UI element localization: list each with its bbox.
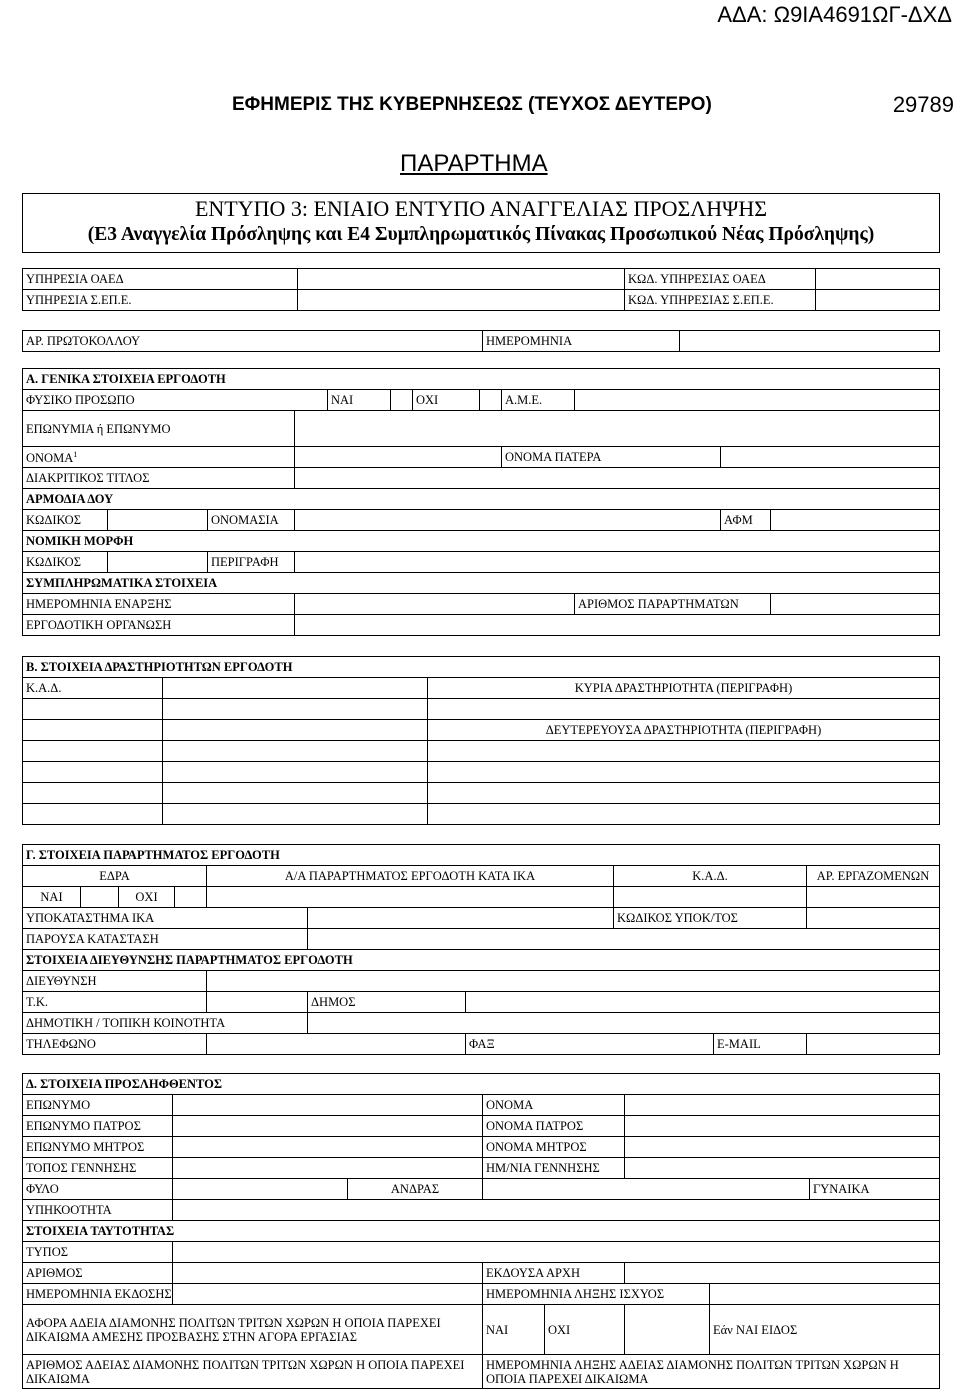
field-company-name[interactable] bbox=[295, 411, 940, 447]
field-ame[interactable] bbox=[575, 390, 940, 411]
section-c-table bbox=[22, 844, 940, 1055]
label-community: ΔΗΜΟΤΙΚΗ / ΤΟΠΙΚΗ ΚΟΙΝΟΤΗΤΑ bbox=[23, 1013, 308, 1034]
field-municipality[interactable] bbox=[466, 992, 940, 1013]
label-permit-yes: ΝΑΙ bbox=[483, 1305, 545, 1355]
label-fax: ΦΑΞ bbox=[466, 1034, 714, 1055]
label-branch-count: ΑΡΙΘΜΟΣ ΠΑΡΑΡΤΗΜΑΤΩΝ bbox=[575, 594, 771, 615]
form-title-box bbox=[22, 193, 940, 253]
field-first-name[interactable] bbox=[295, 447, 502, 468]
field-sepe[interactable] bbox=[298, 290, 625, 311]
field-birthplace[interactable] bbox=[173, 1158, 483, 1179]
label-phone: ΤΗΛΕΦΩΝΟ bbox=[23, 1034, 207, 1055]
label-birthdate: ΗΜ/ΝΙΑ ΓΕΝΝΗΣΗΣ bbox=[483, 1158, 625, 1179]
field-kad[interactable] bbox=[163, 678, 428, 699]
field-protocol-date[interactable] bbox=[680, 331, 940, 352]
label-id-title: ΣΤΟΙΧΕΙΑ ΤΑΥΤΟΤΗΤΑΣ bbox=[23, 1221, 940, 1242]
field-address[interactable] bbox=[207, 971, 940, 992]
checkbox-permit-no[interactable] bbox=[625, 1305, 710, 1355]
field-ika-branch[interactable] bbox=[308, 908, 614, 929]
field-email[interactable] bbox=[807, 1034, 940, 1055]
label-father-name-d: ΟΝΟΜΑ ΠΑΤΡΟΣ bbox=[483, 1116, 625, 1137]
label-municipality: ΔΗΜΟΣ bbox=[308, 992, 466, 1013]
form-title: ΕΝΤΥΠΟ 3: ΕΝΙΑΙΟ ΕΝΤΥΠΟ ΑΝΑΓΓΕΛΙΑΣ ΠΡΟΣΛΗΨΗΣ bbox=[194, 196, 768, 221]
field-name[interactable] bbox=[625, 1095, 940, 1116]
label-first-name-text: ΟΝΟΜΑ bbox=[26, 451, 74, 466]
field-issuer[interactable] bbox=[625, 1263, 940, 1284]
label-permit-expiry: ΗΜΕΡΟΜΗΝΙΑ ΛΗΞΗΣ ΑΔΕΙΑΣ ΔΙΑΜΟΝΗΣ ΠΟΛΙΤΩΝ ΤΡΙΤΩΝ ΧΩΡΩΝ Η ΟΠΟΙΑ ΠΑΡΕΧΕΙ ΔΙΚΑΙΩΜΑ bbox=[483, 1355, 940, 1389]
section-d-title: Δ. ΣΤΟΙΧΕΙΑ ΠΡΟΣΛΗΦΘΕΝΤΟΣ bbox=[23, 1074, 940, 1095]
field-status[interactable] bbox=[308, 929, 940, 950]
field-employees[interactable] bbox=[807, 887, 940, 908]
field-father-name[interactable] bbox=[721, 447, 940, 468]
field-kad-secondary-3[interactable] bbox=[23, 762, 163, 783]
footnote-marker: 1 bbox=[73, 450, 78, 460]
label-nationality: ΥΠΗΚΟΟΤΗΤΑ bbox=[23, 1200, 173, 1221]
field-employer-org[interactable] bbox=[295, 615, 940, 636]
label-address-title: ΣΤΟΙΧΕΙΑ ΔΙΕΥΘΥΝΣΗΣ ΠΑΡΑΡΤΗΜΑΤΟΣ ΕΡΓΟΔΟΤΗ bbox=[23, 950, 940, 971]
label-if-yes-type: Εάν ΝΑΙ ΕΙΔΟΣ bbox=[710, 1305, 940, 1355]
label-branch-kad: Κ.Α.Δ. bbox=[614, 866, 807, 887]
label-kad: Κ.Α.Δ. bbox=[23, 678, 163, 699]
label-address: ΔΙΕΥΘΥΝΣΗ bbox=[23, 971, 207, 992]
label-mother-surname: ΕΠΩΝΥΜΟ ΜΗΤΡΟΣ bbox=[23, 1137, 173, 1158]
field-branch-count[interactable] bbox=[771, 594, 940, 615]
field-code-oaed[interactable] bbox=[816, 269, 940, 290]
field-kad-secondary-1[interactable] bbox=[23, 720, 163, 741]
label-legal-code: ΚΩΔΙΚΟΣ bbox=[23, 552, 108, 573]
label-main-activity: ΚΥΡΙΑ ΔΡΑΣΤΗΡΙΟΤΗΤΑ (ΠΕΡΙΓΡΑΦΗ) bbox=[428, 678, 940, 699]
checkbox-natural-no[interactable] bbox=[480, 390, 502, 411]
field-expiry-date[interactable] bbox=[710, 1284, 940, 1305]
field-afm[interactable] bbox=[771, 510, 940, 531]
label-permit-no: ΟΧΙ bbox=[545, 1305, 625, 1355]
section-b-title: Β. ΣΤΟΙΧΕΙΑ ΔΡΑΣΤΗΡΙΟΤΗΤΩΝ ΕΡΓΟΔΟΤΗ bbox=[23, 657, 940, 678]
label-start-date: ΗΜΕΡΟΜΗΝΙΑ ΕΝΑΡΞΗΣ bbox=[23, 594, 295, 615]
label-postcode: Τ.Κ. bbox=[23, 992, 207, 1013]
section-a-table bbox=[22, 368, 940, 636]
field-phone[interactable] bbox=[207, 1034, 466, 1055]
label-yes-natural: ΝΑΙ bbox=[328, 390, 391, 411]
label-first-name bbox=[23, 447, 295, 468]
protocol-table bbox=[22, 330, 940, 352]
field-mother-surname[interactable] bbox=[173, 1137, 483, 1158]
label-birthplace: ΤΟΠΟΣ ΓΕΝΝΗΣΗΣ bbox=[23, 1158, 173, 1179]
field-community[interactable] bbox=[308, 1013, 940, 1034]
label-employees: ΑΡ. ΕΡΓΑΖΟΜΕΝΩΝ bbox=[807, 866, 940, 887]
form-subtitle: (Ε3 Αναγγελία Πρόσληψης και Ε4 Συμπληρωματικός Πίνακας Προσωπικού Νέας Πρόσληψης) bbox=[87, 224, 875, 245]
label-seat: ΕΔΡΑ bbox=[23, 866, 207, 887]
label-email: E-MAIL bbox=[714, 1034, 807, 1055]
gazette-header: ΕΦΗΜΕΡΙΣ ΤΗΣ ΚΥΒΕΡΝΗΣΕΩΣ (ΤΕΥΧΟΣ ΔΕΥΤΕΡΟ) bbox=[232, 94, 712, 115]
field-kad-secondary-4[interactable] bbox=[23, 783, 163, 804]
checkbox-seat-no[interactable] bbox=[175, 887, 207, 908]
field-branch-serial[interactable] bbox=[207, 887, 614, 908]
field-birthdate[interactable] bbox=[625, 1158, 940, 1179]
checkbox-male[interactable] bbox=[483, 1179, 810, 1200]
label-branch-serial: Α/Α ΠΑΡΑΡΤΗΜΑΤΟΣ ΕΡΓΟΔΟΤΗ ΚΑΤΑ ΙΚΑ bbox=[207, 866, 614, 887]
label-ame: Α.Μ.Ε. bbox=[502, 390, 575, 411]
label-father-name: ΟΝΟΜΑ ΠΑΤΕΡΑ bbox=[502, 447, 721, 468]
label-oaed: ΥΠΗΡΕΣΙΑ ΟΑΕΔ bbox=[23, 269, 298, 290]
field-id-type[interactable] bbox=[173, 1242, 940, 1263]
field-oaed[interactable] bbox=[298, 269, 625, 290]
field-surname[interactable] bbox=[173, 1095, 483, 1116]
label-afm: ΑΦΜ bbox=[721, 510, 771, 531]
label-surname: ΕΠΩΝΥΜΟ bbox=[23, 1095, 173, 1116]
field-trade-name[interactable] bbox=[295, 468, 940, 489]
label-status: ΠΑΡΟΥΣΑ ΚΑΤΑΣΤΑΣΗ bbox=[23, 929, 308, 950]
field-code-sepe[interactable] bbox=[816, 290, 940, 311]
label-legal-description: ΠΕΡΙΓΡΑΦΗ bbox=[208, 552, 295, 573]
label-protocol-number: ΑΡ. ΠΡΩΤΟΚΟΛΛΟΥ bbox=[23, 331, 483, 352]
section-d-table bbox=[22, 1073, 940, 1389]
field-issue-date[interactable] bbox=[173, 1284, 483, 1305]
page-number: 29789 bbox=[892, 92, 954, 117]
services-table bbox=[22, 268, 940, 311]
label-mother-name: ΟΝΟΜΑ ΜΗΤΡΟΣ bbox=[483, 1137, 625, 1158]
label-protocol-date: ΗΜΕΡΟΜΗΝΙΑ bbox=[483, 331, 680, 352]
label-name: ΟΝΟΜΑ bbox=[483, 1095, 625, 1116]
label-father-surname: ΕΠΩΝΥΜΟ ΠΑΤΡΟΣ bbox=[23, 1116, 173, 1137]
field-ika-branch-code[interactable] bbox=[807, 908, 940, 929]
label-code-sepe: ΚΩΔ. ΥΠΗΡΕΣΙΑΣ Σ.ΕΠ.Ε. bbox=[625, 290, 816, 311]
label-female: ΓΥΝΑΙΚΑ bbox=[810, 1179, 940, 1200]
field-branch-kad[interactable] bbox=[614, 887, 807, 908]
label-issuer: ΕΚΔΟΥΣΑ ΑΡΧΗ bbox=[483, 1263, 625, 1284]
label-sepe: ΥΠΗΡΕΣΙΑ Σ.ΕΠ.Ε. bbox=[23, 290, 298, 311]
label-tax-code: ΚΩΔΙΚΟΣ bbox=[23, 510, 108, 531]
field-father-surname[interactable] bbox=[173, 1116, 483, 1137]
field-legal-description[interactable] bbox=[295, 552, 940, 573]
label-secondary-activity: ΔΕΥΤΕΡΕΥΟΥΣΑ ΔΡΑΣΤΗΡΙΟΤΗΤΑ (ΠΕΡΙΓΡΑΦΗ) bbox=[428, 720, 940, 741]
label-expiry-date: ΗΜΕΡΟΜΗΝΙΑ ΛΗΞΗΣ ΙΣΧΥΟΣ bbox=[483, 1284, 710, 1305]
checkbox-natural-yes[interactable] bbox=[391, 390, 413, 411]
field-office-name[interactable] bbox=[295, 510, 721, 531]
label-company-name: ΕΠΩΝΥΜΙΑ ή ΕΠΩΝΥΜΟ bbox=[23, 411, 295, 447]
label-natural-person: ΦΥΣΙΚΟ ΠΡΟΣΩΠΟ bbox=[23, 390, 328, 411]
annex-title: ΠΑΡΑΡΤΗΜΑ bbox=[400, 150, 548, 177]
field-start-date[interactable] bbox=[295, 594, 575, 615]
label-employer-org: ΕΡΓΟΔΟΤΙΚΗ ΟΡΓΑΝΩΣΗ bbox=[23, 615, 295, 636]
label-id-type: ΤΥΠΟΣ bbox=[23, 1242, 173, 1263]
label-trade-name: ΔΙΑΚΡΙΤΙΚΟΣ ΤΙΤΛΟΣ bbox=[23, 468, 295, 489]
label-tax-office: ΑΡΜΟΔΙΑ ΔΟΥ bbox=[23, 489, 940, 510]
label-issue-date: ΗΜΕΡΟΜΗΝΙΑ ΕΚΔΟΣΗΣ bbox=[23, 1284, 173, 1305]
field-legal-code[interactable] bbox=[108, 552, 208, 573]
label-office-name: ΟΝΟΜΑΣΙΑ bbox=[208, 510, 295, 531]
field-kad-secondary-5[interactable] bbox=[23, 804, 163, 825]
field-nationality[interactable] bbox=[173, 1200, 940, 1221]
section-c-title: Γ. ΣΤΟΙΧΕΙΑ ΠΑΡΑΡΤΗΜΑΤΟΣ ΕΡΓΟΔΟΤΗ bbox=[23, 845, 940, 866]
checkbox-seat-yes[interactable] bbox=[81, 887, 119, 908]
label-id-number: ΑΡΙΘΜΟΣ bbox=[23, 1263, 173, 1284]
label-male: ΑΝΔΡΑΣ bbox=[348, 1179, 483, 1200]
section-b-table bbox=[22, 656, 940, 825]
field-kad-secondary-2[interactable] bbox=[23, 741, 163, 762]
field-postcode[interactable] bbox=[207, 992, 308, 1013]
ada-code: ΑΔΑ: Ω9ΙΑ4691ΩΓ-ΔΧΔ bbox=[717, 2, 952, 27]
label-supplementary: ΣΥΜΠΛΗΡΩΜΑΤΙΚΑ ΣΤΟΙΧΕΙΑ bbox=[23, 573, 940, 594]
label-no-natural: ΟΧΙ bbox=[413, 390, 480, 411]
label-legal-form: ΝΟΜΙΚΗ ΜΟΡΦΗ bbox=[23, 531, 940, 552]
label-permit-number: ΑΡΙΘΜΟΣ ΑΔΕΙΑΣ ΔΙΑΜΟΝΗΣ ΠΟΛΙΤΩΝ ΤΡΙΤΩΝ ΧΩΡΩΝ Η ΟΠΟΙΑ ΠΑΡΕΧΕΙ ΔΙΚΑΙΩΜΑ bbox=[23, 1355, 483, 1389]
label-ika-branch: ΥΠΟΚΑΤΑΣΤΗΜΑ ΙΚΑ bbox=[23, 908, 308, 929]
label-ika-branch-code: ΚΩΔΙΚΟΣ ΥΠΟΚ/ΤΟΣ bbox=[614, 908, 807, 929]
label-sex: ΦΥΛΟ bbox=[23, 1179, 173, 1200]
field-sex-blank bbox=[173, 1179, 348, 1200]
field-kad-main[interactable] bbox=[23, 699, 163, 720]
section-a-title: Α. ΓΕΝΙΚΑ ΣΤΟΙΧΕΙΑ ΕΡΓΟΔΟΤΗ bbox=[23, 369, 940, 390]
label-residence-permit-question: ΑΦΟΡΑ ΑΔΕΙΑ ΔΙΑΜΟΝΗΣ ΠΟΛΙΤΩΝ ΤΡΙΤΩΝ ΧΩΡΩΝ Η ΟΠΟΙΑ ΠΑΡΕΧΕΙ ΔΙΚΑΙΩΜΑ ΑΜΕΣΗΣ ΠΡΟΣΒΑΣΗΣ ΣΤΗΝ ΑΓΟΡΑ ΕΡΓΑΣΙΑΣ bbox=[23, 1305, 483, 1355]
label-seat-yes: ΝΑΙ bbox=[23, 887, 81, 908]
field-mother-name[interactable] bbox=[625, 1137, 940, 1158]
field-father-name-d[interactable] bbox=[625, 1116, 940, 1137]
label-code-oaed: ΚΩΔ. ΥΠΗΡΕΣΙΑΣ ΟΑΕΔ bbox=[625, 269, 816, 290]
field-id-number[interactable] bbox=[173, 1263, 483, 1284]
label-seat-no: ΟΧΙ bbox=[119, 887, 175, 908]
field-tax-code[interactable] bbox=[108, 510, 208, 531]
